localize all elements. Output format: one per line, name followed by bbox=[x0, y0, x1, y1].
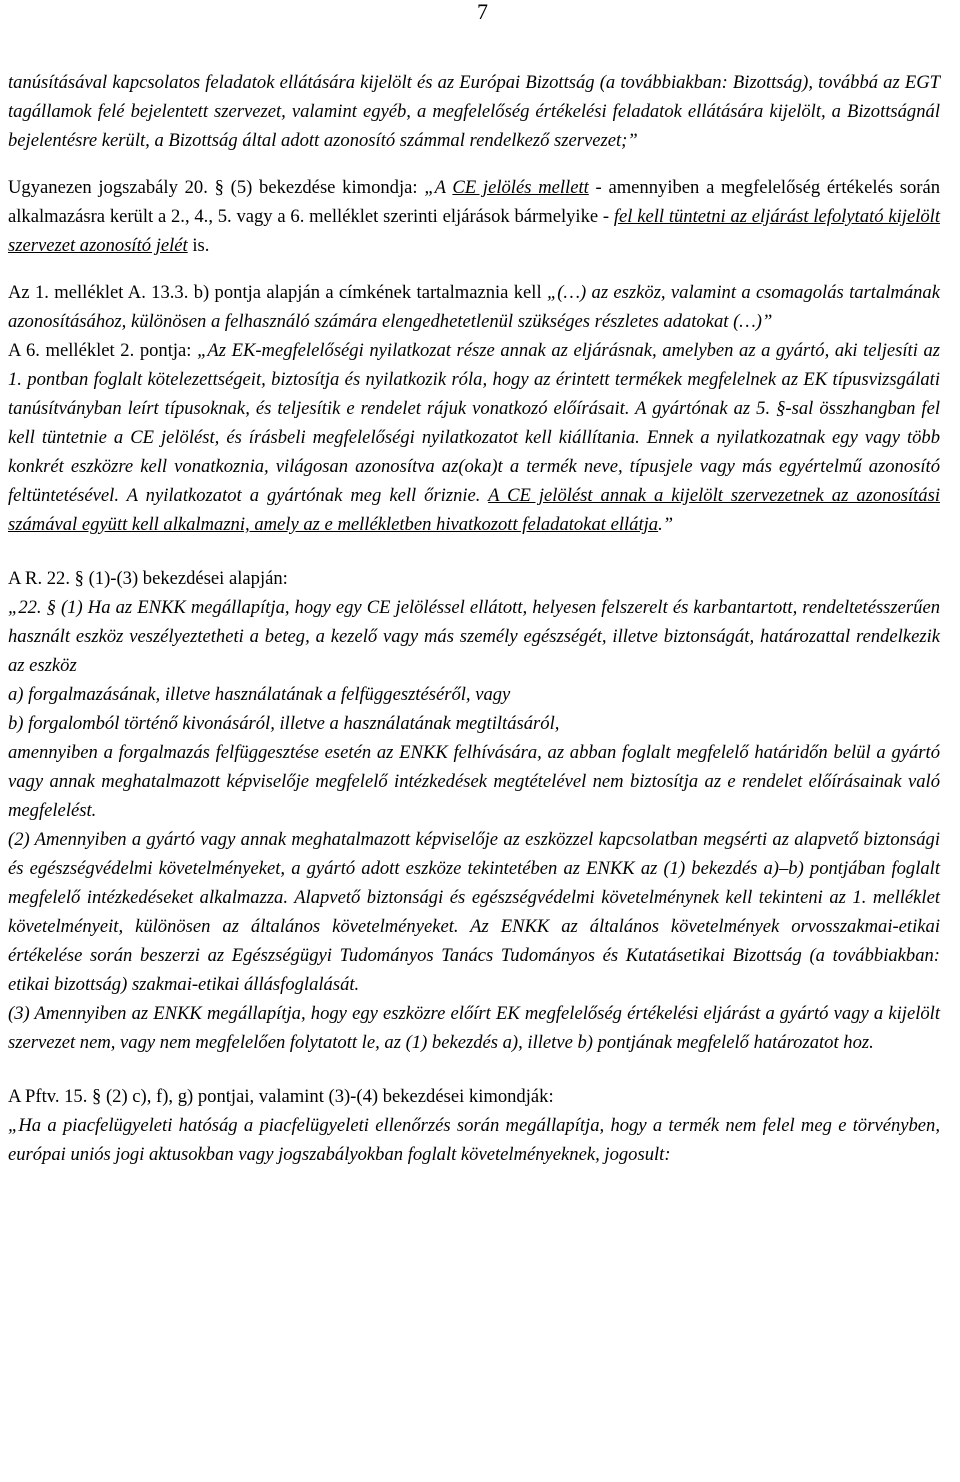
text-segment: Az 1. melléklet A. 13.3. b) pontja alapján a címkének tartalmaznia kell bbox=[8, 282, 547, 303]
underlined-phrase: CE jelölés mellett bbox=[452, 177, 589, 198]
subsection-2: (2) Amennyiben a gyártó vagy annak meghatalmazott képviselője az eszközzel kapcsolatban megsérti az alapvető biztonsági és egészségvédelmi követelményeket, a gyártó adott eszköze tekintetében az ENKK az (1) bekezdés a)–b) pontjában foglalt megfelelő intézkedéseket alkalmazza. Alapvető biztonsági és egészségvédelmi követelménynek kell tekinteni az 1. melléklet követelményeit, különösen az általános követelményeket. Az ENKK az általános követelmények orvosszakmai-etikai értékelése során beszerzi az Egészségügyi Tudományos Tanács Tudományos és Kutatásetikai Bizottság (a továbbiakban: etikai bizottság) szakmai-etikai állásfoglalását. bbox=[8, 829, 940, 995]
subsection-1: „22. § (1) Ha az ENKK megállapítja, hogy egy CE jelöléssel ellátott, helyesen felszerelt és karbantartott, rendeltetésszerűen használt eszköz veszélyeztetheti a beteg, a kezelő vagy más személy egészségét, illetve biztonságát, határozattal rendelkezik az eszköz bbox=[8, 597, 940, 676]
paragraph-annex-labels bbox=[8, 278, 940, 539]
document-body bbox=[8, 68, 940, 1169]
paragraph-definition: tanúsításával kapcsolatos feladatok ellátására kijelölt és az Európai Bizottság (a továbbiakban: Bizottság), továbbá az EGT tagállamok felé bejelentett szervezet, valamint egyéb, a megfelelőség értékelési feladatok ellátására kijelölt, a Bizottságnál bejelentésre került, a Bizottság által adott azonosító számmal rendelkező szervezet;” bbox=[8, 72, 940, 151]
quote-label-content: „(…) az eszköz, valamint a csomagolás tartalmának azonosításához, különösen a felhasználó számára elengedhetetlenül szükséges részletes adatokat (…)” bbox=[8, 282, 940, 332]
quote-close: .” bbox=[658, 514, 674, 535]
underlined-phrase: A CE jelölést annak a kijelölt szervezetnek az azonosítási számával együtt kell alkalmazni, amely az e mellékletben hivatkozott feladatokat ellátja bbox=[8, 485, 941, 535]
section-regulation-22 bbox=[8, 564, 940, 1057]
text-segment: is. bbox=[187, 235, 210, 256]
text-segment: A 6. melléklet 2. pontja: bbox=[8, 340, 198, 361]
subsection-1-point-b: b) forgalomból történő kivonásáról, illetve a használatának megtiltásáról, bbox=[8, 713, 560, 734]
section-title: A Pftv. 15. § (2) c), f), g) pontjai, valamint (3)-(4) bekezdései kimondják: bbox=[8, 1086, 554, 1107]
subsection-1-point-a: a) forgalmazásának, illetve használatának a felfüggesztéséről, vagy bbox=[8, 684, 511, 705]
subsection-3: (3) Amennyiben az ENKK megállapítja, hogy egy eszközre előírt EK megfelelőség értékelési eljárást a gyártó vagy a kijelölt szervezet nem, vagy nem megfelelően folytatott le, az (1) bekezdés a), illetve b) pontjának megfelelő határozatot hoz. bbox=[8, 1003, 940, 1053]
quote-open: „A bbox=[424, 177, 453, 198]
quote-pftv: „Ha a piacfelügyeleti hatóság a piacfelügyeleti ellenőrzés során megállapítja, hogy a termék nem felel meg e törvényben, európai uniós jogi aktusokban vagy jogszabályokban foglalt követelményeknek, jogosult: bbox=[8, 1115, 940, 1165]
underlined-phrase: fel kell tüntetni az eljárást lefolytató kijelölt szervezet azonosító jelét bbox=[8, 206, 941, 256]
section-pftv-15 bbox=[8, 1082, 940, 1169]
subsection-1-closing: amennyiben a forgalmazás felfüggesztése esetén az ENKK felhívására, az abban foglalt megfelelő határidőn belül a gyártó vagy annak meghatalmazott képviselője megfelelő intézkedések megtételével nem biztosítja az e rendelet előírásainak való megfelelést. bbox=[8, 742, 940, 821]
quote-ek-declaration: „Az EK-megfelelőségi nyilatkozat része annak az eljárásnak, amelyben az a gyártó, aki teljesíti az 1. pontban foglalt kötelezettségeit, biztosítja és nyilatkozik róla, hogy az érintett termékek megfelelnek az EK típusvizsgálati tanúsítványban leírt típusoknak, és teljesítik e rendelet rájuk vonatkozó előírásait. A gyártónak az 5. §-sal összhangban fel kell tüntetnie a CE jelölést, és írásbeli megfelelőségi nyilatkozatot kell kiállítania. Ennek a nyilatkozatnak egy vagy több konkrét eszközre kell vonatkoznia, világosan azonosítva az(oka)t a termék neve, típusjele vagy más egyértelmű azonosító feltüntetésével. A nyilatkozatot a gyártónak meg kell őriznie. bbox=[8, 340, 940, 506]
paragraph-ce-marking bbox=[8, 173, 940, 260]
text-segment: - amennyiben a megfelelőség értékelés során alkalmazásra került a 2., 4., 5. vagy a 6. melléklet szerinti eljárások bármelyike - bbox=[8, 177, 940, 227]
text-segment: Ugyanezen jogszabály 20. § (5) bekezdése kimondja: bbox=[8, 177, 425, 198]
page-number: 7 bbox=[477, 0, 488, 24]
section-title: A R. 22. § (1)-(3) bekezdései alapján: bbox=[8, 568, 288, 589]
